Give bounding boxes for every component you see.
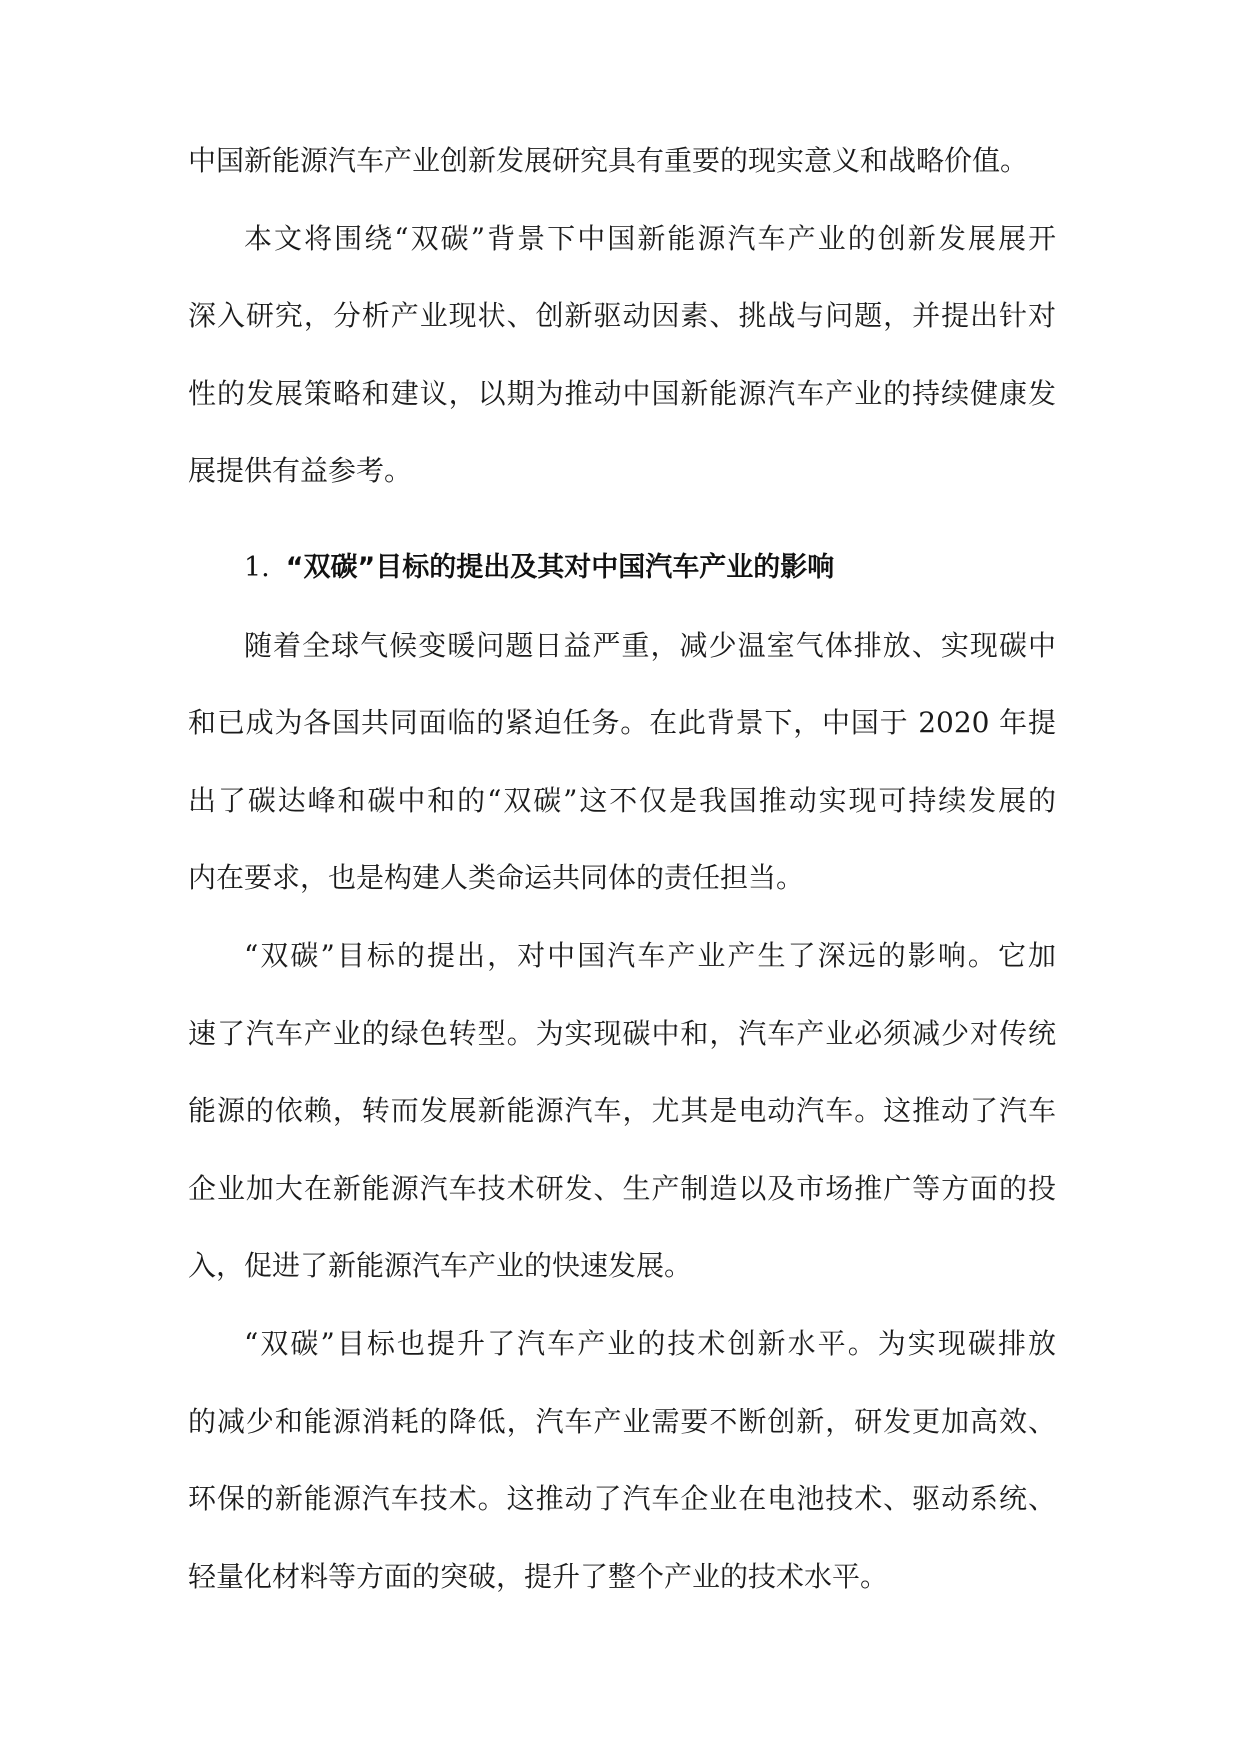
intro-paragraph-2 xyxy=(188,222,1056,532)
text-line: 能源的依赖，转而发展新能源汽车，尤其是电动汽车。这推动了汽车 xyxy=(188,1094,1056,1128)
section-spacer xyxy=(188,532,1056,551)
text-line: 本文将围绕“双碳”背景下中国新能源汽车产业的创新发展展开 xyxy=(244,221,1056,255)
text-line: 随着全球气候变暖问题日益严重，减少温室气体排放、实现碳中 xyxy=(244,628,1056,662)
text-line: 中国新能源汽车产业创新发展研究具有重要的现实意义和战略价值。 xyxy=(188,144,1029,177)
section-paragraph-2 xyxy=(188,939,1056,1327)
text-line: 出了碳达峰和碳中和的“双碳”这不仅是我国推动实现可持续发展的 xyxy=(188,783,1056,817)
text-line: 环保的新能源汽车技术。这推动了汽车企业在电池技术、驱动系统、 xyxy=(188,1482,1056,1516)
text-line: 入，促进了新能源汽车产业的快速发展。 xyxy=(188,1249,693,1283)
text-line: 展提供有益参考。 xyxy=(188,454,413,488)
text-line: 和已成为各国共同面临的紧迫任务。在此背景下，中国于 2020 年提 xyxy=(188,706,1056,740)
document-body xyxy=(188,144,1056,1637)
text-line: 的减少和能源消耗的降低，汽车产业需要不断创新，研发更加高效、 xyxy=(188,1404,1056,1438)
section-paragraph-3 xyxy=(188,1327,1056,1637)
text-line: “双碳”目标也提升了汽车产业的技术创新水平。为实现碳排放 xyxy=(244,1326,1056,1360)
text-line: “双碳”目标的提出，对中国汽车产业产生了深远的影响。它加 xyxy=(244,938,1056,972)
section-title: “双碳”目标的提出及其对中国汽车产业的影响 xyxy=(285,551,835,583)
section-heading xyxy=(188,551,1056,629)
text-line: 速了汽车产业的绿色转型。为实现碳中和，汽车产业必须减少对传统 xyxy=(188,1016,1056,1050)
text-line: 内在要求，也是构建人类命运共同体的责任担当。 xyxy=(188,861,805,895)
text-line: 企业加大在新能源汽车技术研发、生产制造以及市场推广等方面的投 xyxy=(188,1171,1056,1205)
text-line: 轻量化材料等方面的突破，提升了整个产业的技术水平。 xyxy=(188,1559,889,1593)
section-paragraph-1 xyxy=(188,629,1056,939)
intro-paragraph-tail xyxy=(188,144,1056,222)
text-line: 性的发展策略和建议，以期为推动中国新能源汽车产业的持续健康发 xyxy=(188,376,1056,410)
text-line: 深入研究，分析产业现状、创新驱动因素、挑战与问题，并提出针对 xyxy=(188,299,1056,333)
section-number: 1. xyxy=(244,551,270,583)
